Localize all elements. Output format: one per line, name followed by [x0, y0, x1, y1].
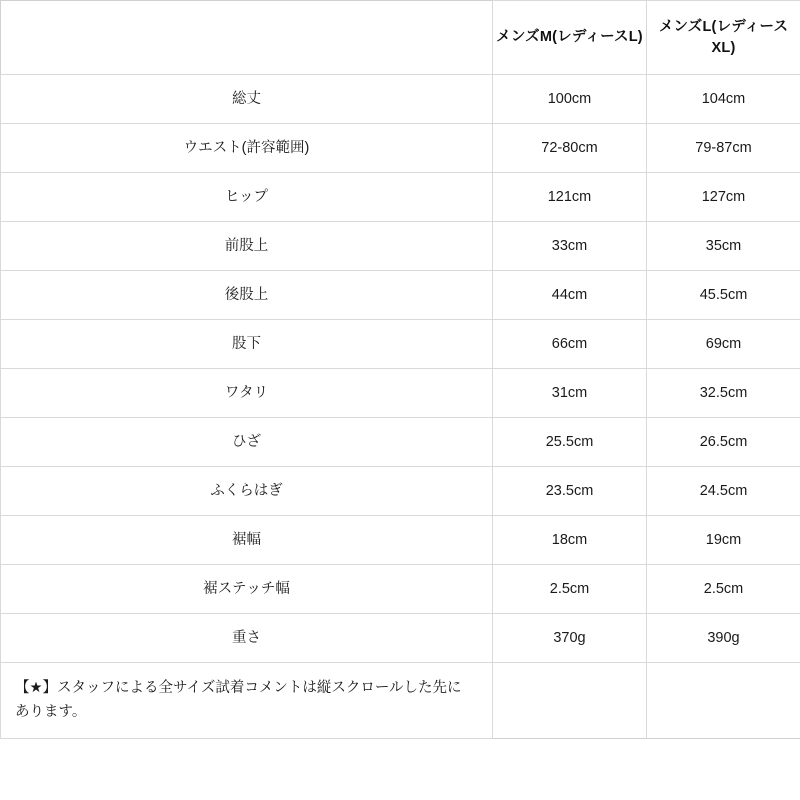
header-row	[1, 1, 800, 75]
row-value-l: 79-87cm	[647, 124, 800, 173]
row-value-m: 44cm	[493, 271, 647, 320]
row-value-m: 25.5cm	[493, 418, 647, 467]
row-value-l: 45.5cm	[647, 271, 800, 320]
row-label: ワタリ	[1, 369, 493, 418]
table-row	[1, 418, 800, 467]
note-empty-cell-m	[493, 663, 647, 739]
row-value-l: 104cm	[647, 75, 800, 124]
table-row	[1, 369, 800, 418]
note-row	[1, 663, 800, 739]
staff-comment-note	[1, 663, 493, 739]
note-empty-cell-l	[647, 663, 800, 739]
row-value-l: 69cm	[647, 320, 800, 369]
row-label: 裾幅	[1, 516, 493, 565]
row-label: 裾ステッチ幅	[1, 565, 493, 614]
table-row	[1, 516, 800, 565]
row-value-m: 18cm	[493, 516, 647, 565]
row-label: ウエスト(許容範囲)	[1, 124, 493, 173]
row-value-m: 100cm	[493, 75, 647, 124]
row-value-l: 2.5cm	[647, 565, 800, 614]
row-value-m: 2.5cm	[493, 565, 647, 614]
table-row	[1, 124, 800, 173]
row-value-l: 19cm	[647, 516, 800, 565]
row-value-m: 31cm	[493, 369, 647, 418]
row-label: ひざ	[1, 418, 493, 467]
table-row	[1, 320, 800, 369]
table-row	[1, 222, 800, 271]
table-row	[1, 271, 800, 320]
row-value-m: 33cm	[493, 222, 647, 271]
row-value-m: 72-80cm	[493, 124, 647, 173]
row-label: 総丈	[1, 75, 493, 124]
row-label: 後股上	[1, 271, 493, 320]
row-value-l: 390g	[647, 614, 800, 663]
row-value-l: 32.5cm	[647, 369, 800, 418]
row-value-l: 127cm	[647, 173, 800, 222]
note-text: 【★】スタッフによる全サイズ試着コメントは縦スクロールした先にあります。	[15, 680, 462, 720]
row-value-m: 23.5cm	[493, 467, 647, 516]
row-label: 重さ	[1, 614, 493, 663]
header-cell-blank	[1, 1, 493, 75]
header-cell-mens-l: メンズL(レディースXL)	[647, 1, 800, 75]
table-body	[1, 75, 800, 739]
table-row	[1, 614, 800, 663]
row-value-m: 370g	[493, 614, 647, 663]
table-row	[1, 173, 800, 222]
row-label: ヒップ	[1, 173, 493, 222]
row-label: 前股上	[1, 222, 493, 271]
header-cell-mens-m: メンズM(レディースL)	[493, 1, 647, 75]
table-row	[1, 565, 800, 614]
row-label: 股下	[1, 320, 493, 369]
row-value-m: 66cm	[493, 320, 647, 369]
table-row	[1, 75, 800, 124]
row-value-l: 35cm	[647, 222, 800, 271]
row-value-m: 121cm	[493, 173, 647, 222]
row-value-l: 26.5cm	[647, 418, 800, 467]
row-value-l: 24.5cm	[647, 467, 800, 516]
table-row	[1, 467, 800, 516]
table-header	[1, 1, 800, 75]
row-label: ふくらはぎ	[1, 467, 493, 516]
